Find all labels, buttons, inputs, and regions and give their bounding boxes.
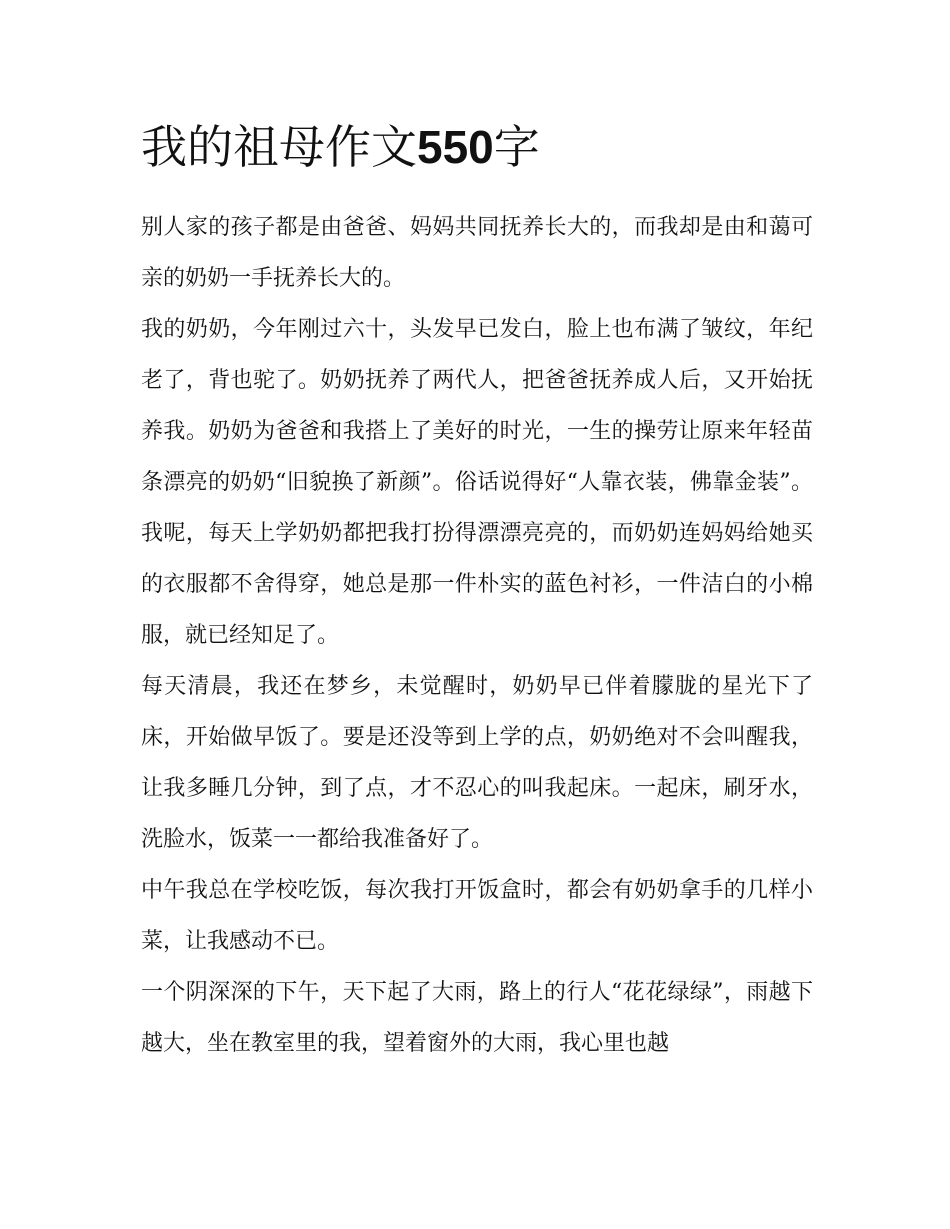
paragraph-5: 一个阴深深的下午，天下起了大雨，路上的行人“花花绿绿”，雨越下越大，坐在教室里的我，望着窗外的大雨，我心里也越	[141, 980, 813, 1056]
paragraph-4: 中午我总在学校吃饭，每次我打开饭盒时，都会有奶奶拿手的几样小菜，让我感动不已。	[141, 878, 813, 954]
title-text: 我的祖母作文	[141, 120, 417, 174]
title-number: 550	[417, 121, 494, 173]
document-title	[141, 112, 813, 182]
paragraph-3: 每天清晨，我还在梦乡，未觉醒时，奶奶早已伴着朦胧的星光下了床，开始做早饭了。要是还没等到上学的点，奶奶绝对不会叫醒我，让我多睡几分钟，到了点，才不忍心的叫我起床。一起床，刷牙水，洗脸水，饭菜一一都给我准备好了。	[141, 674, 813, 852]
paragraph-1: 别人家的孩子都是由爸爸、妈妈共同抚养长大的，而我却是由和蔼可亲的奶奶一手抚养长大的。	[141, 215, 813, 291]
title-suffix: 字	[493, 120, 540, 174]
paragraph-2: 我的奶奶，今年刚过六十，头发早已发白，脸上也布满了皱纹，年纪老了，背也驼了。奶奶抚养了两代人，把爸爸抚养成人后，又开始抚养我。奶奶为爸爸和我搭上了美好的时光，一生的操劳让原来年轻苗条漂亮的奶奶“旧貌换了新颜”。俗话说得好“人靠衣装，佛靠金装”。我呢，每天上学奶奶都把我打扮得漂漂亮亮的，而奶奶连妈妈给她买的衣服都不舍得穿，她总是那一件朴实的蓝色衬衫，一件洁白的小棉服，就已经知足了。	[141, 317, 813, 648]
document-page	[141, 112, 813, 1069]
